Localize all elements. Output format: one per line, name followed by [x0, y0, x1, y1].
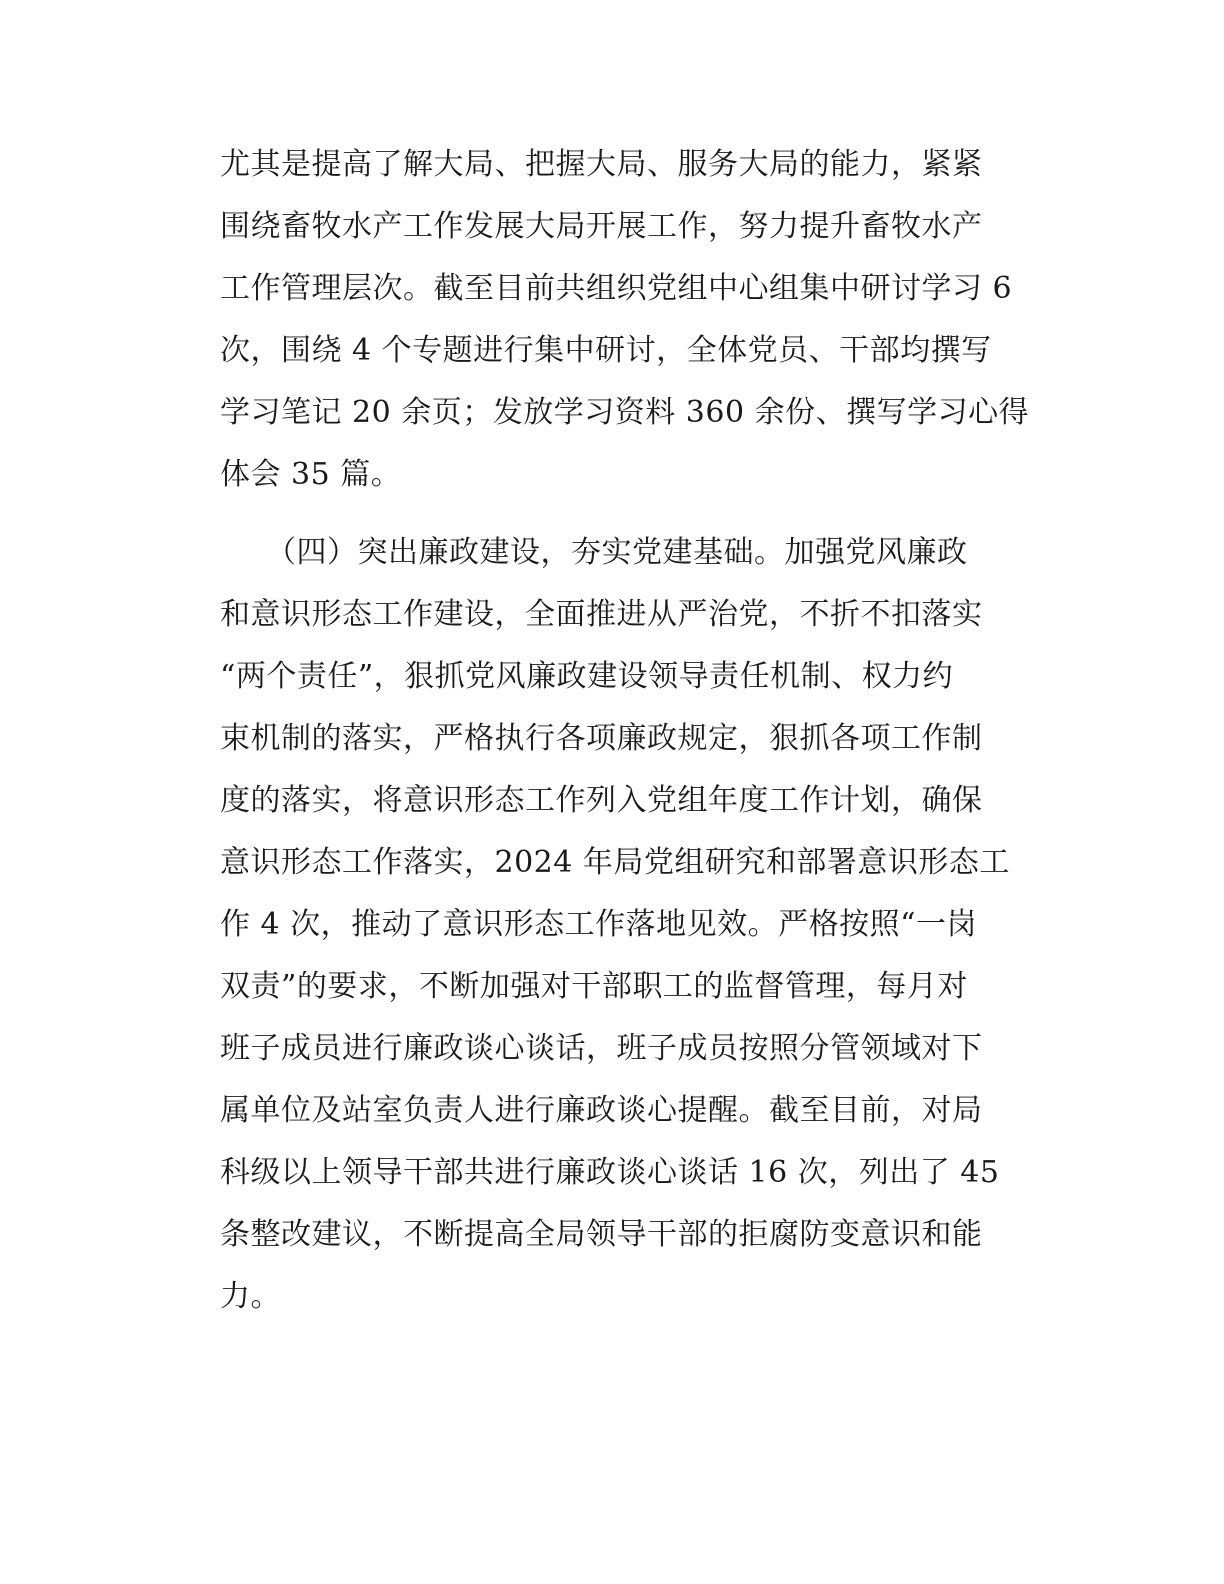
- text-line: 次，围绕 4 个专题进行集中研讨，全体党员、干部均撰写: [220, 333, 992, 368]
- text-line: 科级以上领导干部共进行廉政谈心谈话 16 次，列出了 45: [220, 1155, 1000, 1190]
- text-line: “两个责任”，狠抓党风廉政建设领导责任机制、权力约: [220, 659, 954, 694]
- text-line: （四）突出廉政建设，夯实党建基础。加强党风廉政: [220, 535, 968, 570]
- text-line: 度的落实，将意识形态工作列入党组年度工作计划，确保: [220, 783, 983, 818]
- text-line: 束机制的落实，严格执行各项廉政规定，狠抓各项工作制: [220, 721, 983, 756]
- text-line: 工作管理层次。截至目前共组织党组中心组集中研讨学习 6: [220, 271, 1013, 306]
- text-line: 属单位及站室负责人进行廉政谈心提醒。截至目前，对局: [220, 1093, 983, 1128]
- text-line: 作 4 次，推动了意识形态工作落地见效。严格按照“一岗: [220, 907, 977, 942]
- text-line: 班子成员进行廉政谈心谈话，班子成员按照分管领域对下: [220, 1031, 983, 1066]
- text-line: 条整改建议，不断提高全局领导干部的拒腐防变意识和能: [220, 1217, 983, 1252]
- paragraph-study: [220, 134, 1040, 506]
- text-line: 尤其是提高了解大局、把握大局、服务大局的能力，紧紧: [220, 147, 983, 182]
- text-line: 和意识形态工作建设，全面推进从严治党，不折不扣落实: [220, 597, 983, 632]
- text-line: 体会 35 篇。: [220, 457, 402, 492]
- text-line: 双责”的要求，不断加强对干部职工的监督管理，每月对: [220, 969, 968, 1004]
- text-line: 围绕畜牧水产工作发展大局开展工作，努力提升畜牧水产: [220, 209, 983, 244]
- text-line: 学习笔记 20 余页；发放学习资料 360 余份、撰写学习心得: [220, 395, 1030, 430]
- text-line: 意识形态工作落实，2024 年局党组研究和部署意识形态工: [220, 845, 1010, 880]
- text-line: 力。: [220, 1279, 281, 1314]
- paragraph-integrity: [220, 522, 1040, 1328]
